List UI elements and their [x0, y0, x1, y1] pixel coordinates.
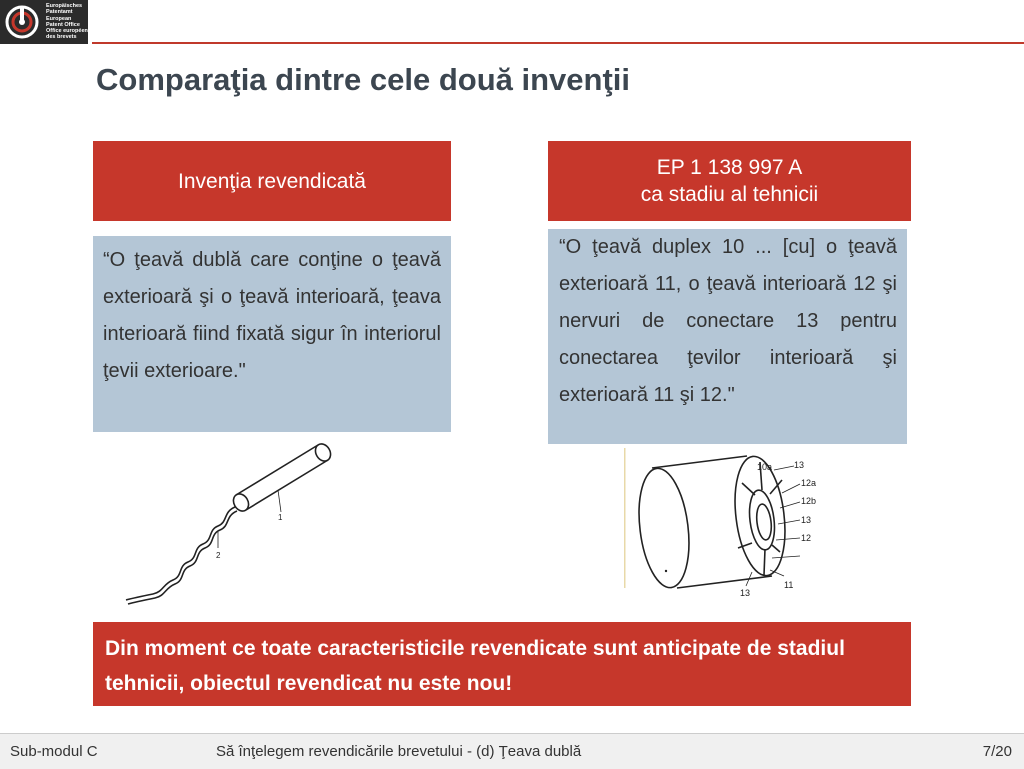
epo-logo: [0, 0, 88, 44]
prior-art-header: [548, 141, 911, 221]
logo-line: Europäisches: [46, 3, 83, 9]
figure-label: 13: [801, 515, 812, 525]
epo-logo-mark-icon: [4, 4, 40, 40]
figure-label: 10a: [757, 462, 773, 472]
figure-label: 12a: [801, 478, 817, 488]
footer-title: Să înţelegem revendicările brevetului - (d) Ţeava dublă: [216, 743, 582, 760]
conclusion-banner: Din moment ce toate caracteristicile revendicate sunt anticipate de stadiul tehnicii, obiectul revendicat nu este nou!: [93, 622, 911, 706]
claimed-invention-header: [93, 141, 451, 221]
header-divider: [92, 42, 1024, 44]
logo-line: European: [46, 15, 72, 22]
figure-label: 13: [740, 588, 751, 598]
prior-art-quote: “O ţeavă duplex 10 ... [cu] o ţeavă exterioară 11, o ţeavă interioară 12 şi nervuri de conectare 13 pentru conectarea ţevilor interioară şi exterioară 11 şi 12.": [548, 229, 907, 444]
logo-text: [46, 3, 88, 41]
figure-label: 1: [278, 513, 283, 522]
footer-module: Sub-modul C: [10, 743, 98, 760]
figure-label: 11: [784, 580, 794, 590]
claimed-invention-figure: [118, 440, 338, 605]
logo-line: des brevets: [46, 34, 77, 41]
prior-art-figure: [622, 448, 842, 603]
slide-title: Comparaţia dintre cele două invenţii: [96, 62, 631, 97]
figure-label: 12: [801, 533, 812, 543]
figure-label: 13: [794, 460, 805, 470]
claimed-invention-quote: “O ţeavă dublă care conţine o ţeavă exterioară şi o ţeavă interioară, ţeava interioară fiind fixată sigur în interiorul ţevii exterioare.": [93, 236, 451, 432]
figure-label: 2: [216, 551, 221, 560]
logo-line: Office européen: [46, 28, 88, 35]
claimed-invention-header-label: Invenţia revendicată: [178, 169, 366, 193]
logo-line: Patentamt: [46, 9, 73, 16]
logo-line: Patent Office: [46, 21, 80, 28]
footer-bar: [0, 733, 1024, 769]
prior-art-subtitle: ca stadiu al tehnicii: [640, 183, 819, 206]
figure-label: 12b: [801, 496, 817, 506]
page-number: 7/20: [982, 743, 1012, 760]
prior-art-number: EP 1 138 997 A: [656, 156, 803, 179]
